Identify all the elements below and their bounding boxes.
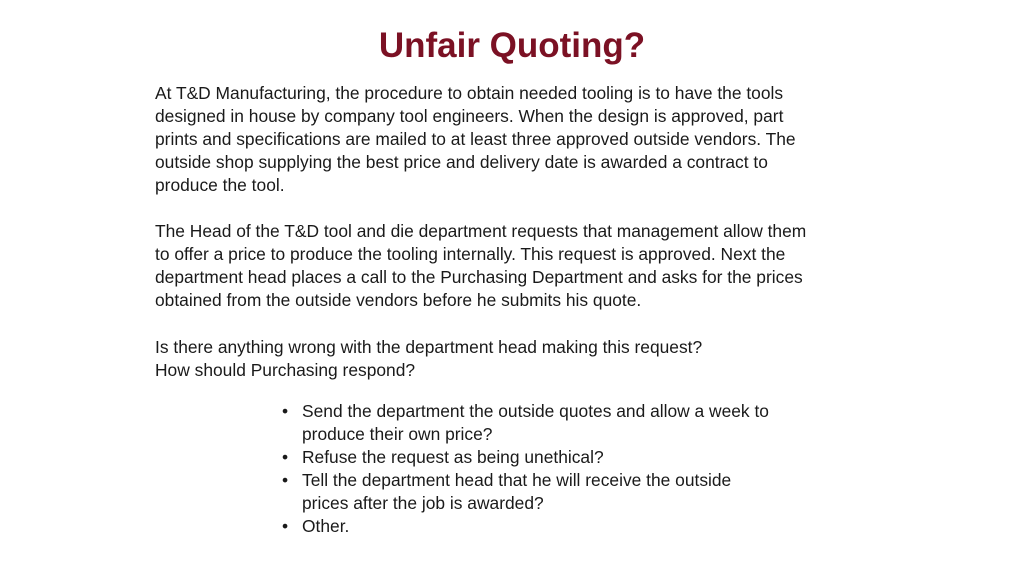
- bullet-dot-icon: •: [282, 447, 289, 467]
- paragraph-line: department head places a call to the Purchasing Department and asks for the prices: [155, 267, 803, 287]
- bullet-item: [280, 446, 880, 469]
- question-paragraph: [155, 336, 885, 382]
- paragraph-line: outside shop supplying the best price and delivery date is awarded a contract to: [155, 152, 768, 172]
- bullet-dot-icon: •: [282, 470, 289, 490]
- paragraph-line: produce the tool.: [155, 175, 285, 195]
- slide-title: Unfair Quoting?: [378, 26, 646, 65]
- request-paragraph: [155, 220, 885, 312]
- paragraph-line: Is there anything wrong with the department head making this request?: [155, 337, 703, 357]
- intro-paragraph: [155, 82, 885, 197]
- paragraph-line: to offer a price to produce the tooling internally. This request is approved. Next the: [155, 244, 786, 264]
- paragraph-line: designed in house by company tool engineers. When the design is approved, part: [155, 106, 784, 126]
- bullet-dot-icon: •: [282, 516, 289, 536]
- paragraph-line: At T&D Manufacturing, the procedure to obtain needed tooling is to have the tools: [155, 83, 784, 103]
- paragraph-line: How should Purchasing respond?: [155, 360, 416, 380]
- bullet-item: [280, 400, 880, 446]
- bullet-item: [280, 469, 880, 515]
- paragraph-line: obtained from the outside vendors before he submits his quote.: [155, 290, 642, 310]
- bullet-item: [280, 515, 880, 538]
- bullet-line: Send the department the outside quotes and allow a week to: [302, 401, 769, 421]
- bullet-dot-icon: •: [282, 401, 289, 421]
- bullet-line: Other.: [302, 516, 350, 536]
- bullet-line: Refuse the request as being unethical?: [302, 447, 604, 467]
- paragraph-line: prints and specifications are mailed to at least three approved outside vendors. The: [155, 129, 796, 149]
- answer-options-list: [280, 400, 880, 538]
- bullet-line: produce their own price?: [302, 424, 493, 444]
- bullet-line: prices after the job is awarded?: [302, 493, 544, 513]
- bullet-line: Tell the department head that he will receive the outside: [302, 470, 732, 490]
- paragraph-line: The Head of the T&D tool and die department requests that management allow them: [155, 221, 807, 241]
